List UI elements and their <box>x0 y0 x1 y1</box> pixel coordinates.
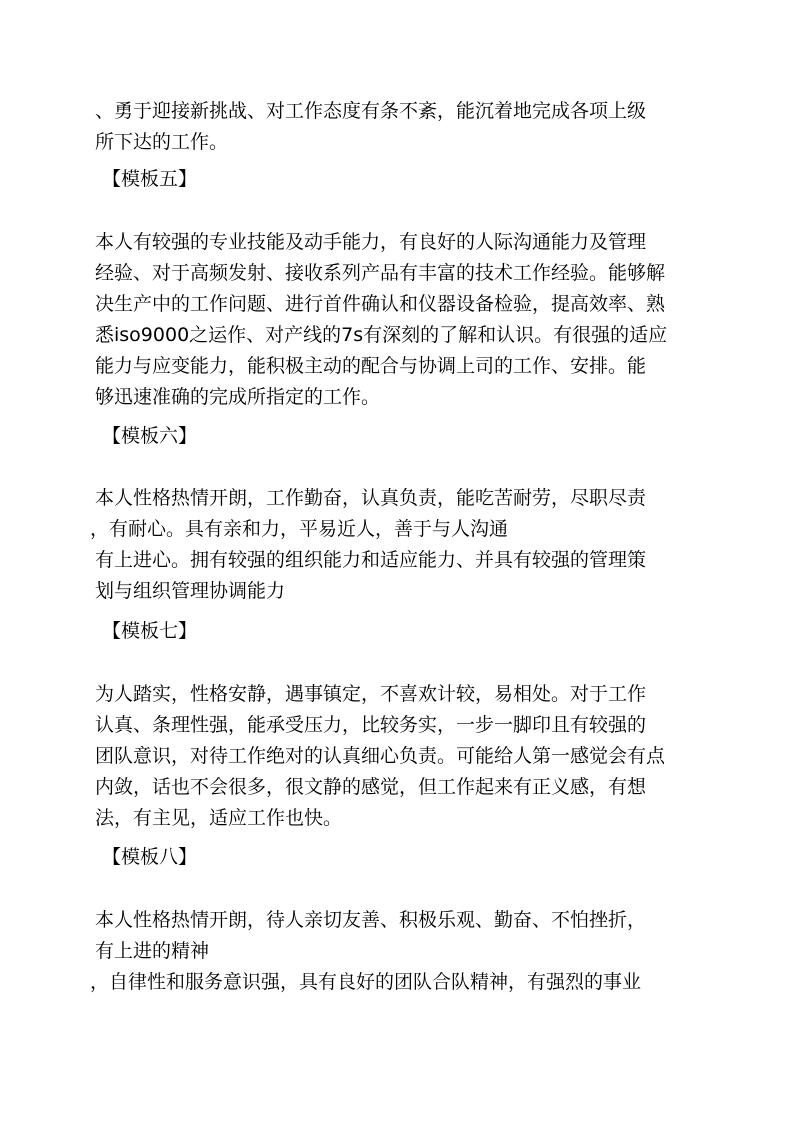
text-line: 为人踏实，性格安静，遇事镇定，不喜欢计较，易相处。对于工作 <box>95 683 647 705</box>
text-line: 团队意识，对待工作绝对的认真细心负责。可能给人第一感觉会有点 <box>95 745 666 767</box>
text-line: 本人有较强的专业技能及动手能力，有良好的人际沟通能力及管理 <box>95 231 647 253</box>
text-line: 本人性格热情开朗，工作勤奋，认真负责，能吃苦耐劳，尽职尽责 <box>95 487 647 509</box>
section-heading-template-8: 【模板八】 <box>102 846 198 868</box>
text-line: 法，有主见，适应工作也快。 <box>95 807 343 829</box>
text-line: 所下达的工作。 <box>95 131 229 153</box>
text-line: 够迅速准确的完成所指定的工作。 <box>95 386 381 408</box>
text-line: 经验、对于高频发射、接收系列产品有丰富的技术工作经验。能够解 <box>95 262 666 284</box>
text-line: 本人性格热情开朗，待人亲切友善、积极乐观、勤奋、不怕挫折， <box>95 909 647 931</box>
text-line: 划与组织管理协调能力 <box>95 580 286 602</box>
text-line: 认真、条理性强，能承受压力，比较务实，一步一脚印且有较强的 <box>95 714 647 736</box>
text-line: 有上进心。拥有较强的组织能力和适应能力、并具有较强的管理策 <box>95 549 647 571</box>
text-line: ，自律性和服务意识强，具有良好的团队合队精神，有强烈的事业 <box>90 971 642 993</box>
section-heading-template-6: 【模板六】 <box>102 425 198 447</box>
section-heading-template-5: 【模板五】 <box>102 168 198 190</box>
text-line: 、勇于迎接新挑战、对工作态度有条不紊，能沉着地完成各项上级 <box>95 100 647 122</box>
text-line: 能力与应变能力，能积极主动的配合与协调上司的工作、安排。能 <box>95 355 647 377</box>
text-line: 内敛，话也不会很多，很文静的感觉，但工作起来有正义感，有想 <box>95 776 647 798</box>
section-heading-template-7: 【模板七】 <box>102 620 198 642</box>
text-line: 悉iso9000之运作、对产线的7s有深刻的了解和认识。有很强的适应 <box>95 324 668 346</box>
text-line: 有上进的精神 <box>95 940 210 962</box>
text-line: ，有耐心。具有亲和力，平易近人，善于与人沟通 <box>90 518 509 540</box>
text-line: 决生产中的工作问题、进行首件确认和仪器设备检验，提高效率、熟 <box>95 293 666 315</box>
